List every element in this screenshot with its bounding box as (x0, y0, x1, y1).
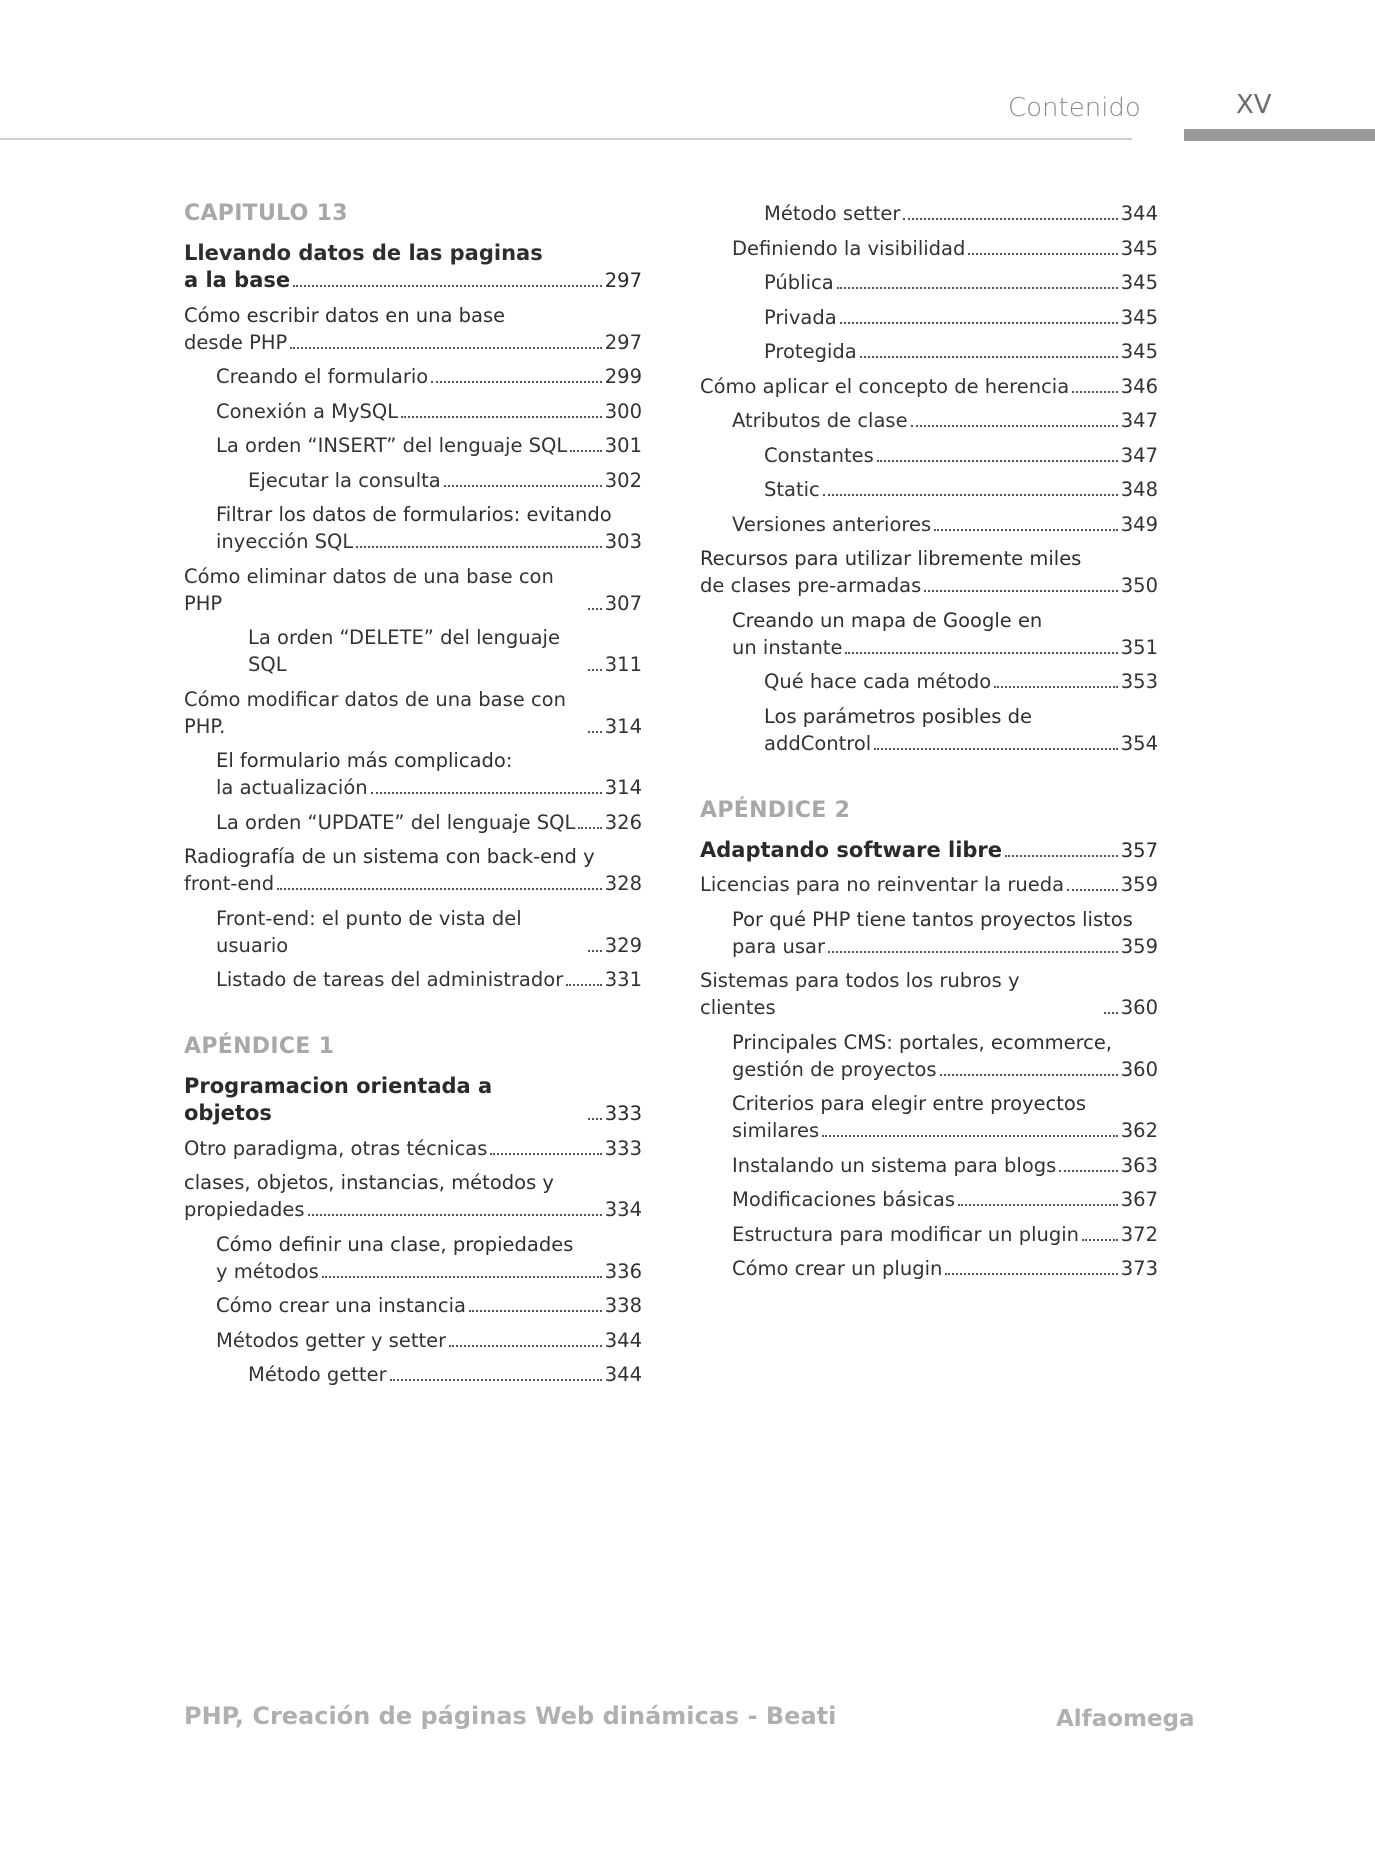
toc-entry (184, 432, 642, 459)
leader-dots (356, 546, 602, 548)
toc-entry (184, 1292, 642, 1319)
toc-entry-text: Modificaciones básicas (732, 1188, 956, 1211)
toc-entry-text: Adaptando software libre (700, 837, 1003, 862)
toc-entry-text: El formulario más complicado: (216, 749, 513, 772)
toc-entry (700, 442, 1158, 469)
running-header-section: Contenido (1008, 93, 1141, 123)
toc-page-number: 333 (604, 1102, 642, 1125)
toc-entry (700, 1221, 1158, 1248)
toc-page-number: 373 (1120, 1257, 1158, 1280)
toc-page-number: 360 (1120, 996, 1158, 1019)
toc-page-number: 307 (604, 591, 642, 615)
toc-page-number: 334 (604, 1198, 642, 1221)
toc-page-number: 344 (604, 1363, 642, 1386)
leader-dots (588, 1118, 602, 1120)
toc-page-number: 353 (1120, 670, 1158, 693)
leader-dots (322, 1276, 602, 1278)
toc-entry-text: Ejecutar la consulta (248, 468, 441, 492)
toc-entry (184, 363, 642, 390)
toc-entry-text: Por qué PHP tiene tantos proyectos listos (732, 907, 1133, 931)
toc-entry-text: Método setter (764, 202, 901, 225)
toc-entry-text: Atributos de clase (732, 409, 908, 432)
leader-dots (1005, 855, 1118, 857)
toc-entry-text: gestión de proyectos (732, 1057, 937, 1081)
toc-entry-text: Licencias para no reinventar la rueda (700, 873, 1065, 896)
toc-entry-text: Front-end: el punto de vista del usuario (216, 906, 522, 957)
toc-page-number: 311 (604, 653, 642, 676)
toc-entry-text: Cómo aplicar el concepto de herencia (700, 374, 1070, 398)
leader-dots (1072, 391, 1118, 393)
toc-entry (184, 1361, 642, 1388)
toc-page-number: 357 (1120, 838, 1158, 862)
toc-page-number: 314 (604, 714, 642, 738)
toc-page-number: 297 (604, 330, 642, 354)
leader-dots (490, 1153, 601, 1155)
toc-entry (700, 668, 1158, 695)
toc-entry-text: Privada (764, 305, 837, 329)
toc-entry-text: Criterios para elegir entre proyectos (732, 1092, 1087, 1115)
toc-page-number: 314 (604, 776, 642, 799)
toc-entry (184, 809, 642, 836)
toc-entry (700, 967, 1158, 1021)
leader-dots (290, 347, 601, 349)
toc-page-number: 329 (604, 933, 642, 957)
toc-entry (184, 501, 642, 555)
toc-entry-text: desde PHP (184, 330, 288, 354)
toc-entry (700, 269, 1158, 296)
toc-entry (700, 407, 1158, 434)
leader-dots (431, 381, 602, 383)
toc-entry-text: Cómo escribir datos en una base (184, 303, 506, 327)
toc-entry-text: Pública (764, 271, 834, 294)
toc-page-number: 326 (604, 810, 642, 834)
toc-entry-text: Los parámetros posibles de (764, 704, 1033, 728)
leader-dots (968, 253, 1117, 255)
toc-entry (700, 1255, 1158, 1282)
toc-page-number: 333 (604, 1136, 642, 1160)
toc-entry-text: La orden “DELETE” del lenguaje SQL (248, 626, 560, 676)
toc-page-number: 345 (1120, 271, 1158, 294)
toc-entry-text: Cómo eliminar datos de una base con PHP (184, 564, 554, 615)
header-bar (1184, 129, 1375, 141)
toc-entry-text: de clases pre-armadas (700, 574, 922, 597)
toc-entry (184, 1135, 642, 1162)
toc-entry-text: clases, objetos, instancias, métodos y (184, 1171, 554, 1194)
leader-dots (822, 1135, 1118, 1137)
toc-entry (700, 200, 1158, 227)
leader-dots (958, 1204, 1118, 1206)
toc-section-heading: APÉNDICE 2 (700, 797, 851, 823)
leader-dots (588, 669, 602, 671)
toc-page-number: 346 (1120, 374, 1158, 398)
toc-page-number: 349 (1120, 512, 1158, 536)
toc-entry-text: inyección SQL (216, 530, 354, 553)
toc-entry-text: La orden “UPDATE” del lenguaje SQL (216, 810, 576, 834)
toc-page-number: 336 (604, 1259, 642, 1283)
toc-entry-text: Cómo crear una instancia (216, 1294, 466, 1317)
toc-page-number: 297 (604, 269, 642, 292)
toc-page-number: 360 (1120, 1057, 1158, 1081)
leader-dots (1104, 1012, 1118, 1014)
leader-dots (449, 1345, 602, 1347)
toc-entry-text: Static (764, 478, 820, 501)
leader-dots (837, 287, 1118, 289)
toc-entry-text: Protegida (764, 340, 857, 363)
toc-page-number: 331 (604, 968, 642, 991)
toc-entry-text: Recursos para utilizar libremente miles (700, 547, 1082, 570)
leader-dots (940, 1074, 1118, 1076)
leader-dots (566, 984, 602, 986)
toc-entry-text: Sistemas para todos los rubros y clientes (700, 969, 1020, 1019)
toc-entry-text: para usar (732, 934, 825, 958)
leader-dots (994, 686, 1118, 688)
toc-entry (700, 338, 1158, 365)
toc-entry (700, 1090, 1158, 1144)
toc-entry-text: Programacion orientada a objetos (184, 1074, 493, 1125)
leader-dots (840, 322, 1118, 324)
toc-page-number: 348 (1120, 478, 1158, 501)
toc-page-number: 345 (1120, 305, 1158, 329)
toc-entry (184, 966, 642, 993)
toc-page-number: 345 (1120, 340, 1158, 363)
toc-page-number: 301 (604, 434, 642, 457)
leader-dots (823, 494, 1118, 496)
leader-dots (578, 827, 601, 829)
toc-entry-text: Constantes (764, 443, 874, 467)
toc-entry-text: Cómo modificar datos de una base con PHP. (184, 687, 566, 738)
leader-dots (570, 450, 602, 452)
leader-dots (588, 608, 602, 610)
toc-entry-text: Radiografía de un sistema con back-end y (184, 845, 595, 868)
footer-publisher: Alfaomega (1056, 1706, 1195, 1732)
toc-entry (700, 1029, 1158, 1083)
page-number: XV (1236, 90, 1272, 120)
toc-entry (700, 1186, 1158, 1213)
toc-entry-text: Método getter (248, 1363, 387, 1386)
toc-entry (184, 843, 642, 897)
toc-page-number: 347 (1120, 409, 1158, 432)
toc-entry (184, 624, 642, 678)
toc-page-number: 299 (604, 365, 642, 388)
leader-dots (1067, 889, 1118, 891)
toc-entry (184, 302, 642, 356)
toc-entry (184, 563, 642, 617)
header-rule (0, 138, 1132, 140)
leader-dots (1059, 1170, 1117, 1172)
toc-entry-text: Definiendo la visibilidad (732, 236, 966, 260)
toc-entry (184, 1327, 642, 1354)
leader-dots (934, 529, 1118, 531)
toc-page-number: 367 (1120, 1188, 1158, 1211)
toc-section-heading: APÉNDICE 1 (184, 1034, 335, 1059)
toc-entry (184, 1169, 642, 1223)
toc-page-number: 303 (604, 530, 642, 553)
toc-entry (184, 467, 642, 494)
toc-entry-text: Conexión a MySQL (216, 399, 399, 423)
leader-dots (469, 1310, 602, 1312)
toc-entry-text: y métodos (216, 1259, 319, 1283)
leader-dots (308, 1214, 602, 1216)
leader-dots (390, 1379, 602, 1381)
leader-dots (277, 888, 602, 890)
leader-dots (903, 218, 1117, 220)
toc-page-number: 372 (1120, 1222, 1158, 1246)
toc-entry (700, 373, 1158, 400)
toc-entry-text: Creando el formulario (216, 365, 429, 388)
toc-page-number: 350 (1120, 574, 1158, 597)
toc-entry-text: Cómo definir una clase, propiedades (216, 1232, 574, 1256)
leader-dots (401, 416, 602, 418)
toc-page-number: 362 (1120, 1119, 1158, 1142)
leader-dots (444, 485, 602, 487)
toc-right-column (700, 200, 1158, 1290)
toc-entry-text: a la base (184, 268, 291, 292)
toc-entry-text: Cómo crear un plugin (732, 1257, 943, 1280)
toc-entry-text: un instante (732, 635, 843, 659)
toc-page-number: 328 (604, 872, 642, 895)
toc-entry (700, 871, 1158, 898)
toc-entry (700, 906, 1158, 960)
toc-entry-text: Otro paradigma, otras técnicas (184, 1136, 488, 1160)
toc-entry (700, 304, 1158, 331)
toc-page-number: 338 (604, 1294, 642, 1317)
leader-dots (860, 356, 1118, 358)
toc-entry (184, 905, 642, 959)
toc-entry-text: front-end (184, 872, 275, 895)
toc-page-number: 363 (1120, 1153, 1158, 1177)
toc-entry-text: Creando un mapa de Google en (732, 608, 1043, 632)
toc-entry-text: Filtrar los datos de formularios: evitando (216, 503, 612, 526)
toc-entry-text: similares (732, 1119, 820, 1142)
leader-dots (293, 285, 602, 287)
toc-entry (700, 1152, 1158, 1179)
leader-dots (874, 748, 1118, 750)
toc-entry-text: Llevando datos de las paginas (184, 241, 543, 265)
leader-dots (877, 460, 1118, 462)
toc-entry-text: la actualización (216, 776, 368, 799)
toc-entry-text: La orden “INSERT” del lenguaje SQL (216, 434, 568, 457)
toc-chapter-entry (184, 1073, 642, 1127)
toc-entry-text: Listado de tareas del administrador (216, 968, 564, 991)
toc-page-number: 354 (1120, 731, 1158, 755)
toc-entry (700, 607, 1158, 661)
toc-page-number: 345 (1120, 236, 1158, 260)
toc-page-number: 300 (604, 399, 642, 423)
toc-entry-text: Métodos getter y setter (216, 1328, 447, 1352)
leader-dots (371, 792, 602, 794)
toc-entry-text: propiedades (184, 1198, 305, 1221)
toc-entry (700, 235, 1158, 262)
toc-page-number: 302 (604, 468, 642, 492)
leader-dots (588, 731, 602, 733)
leader-dots (828, 951, 1118, 953)
leader-dots (588, 950, 602, 952)
toc-chapter-entry (184, 240, 642, 294)
toc-page-number: 347 (1120, 443, 1158, 467)
toc-page-number: 359 (1120, 934, 1158, 958)
toc-left-column (184, 200, 642, 1396)
toc-entry-text: addControl (764, 731, 872, 755)
toc-entry (184, 747, 642, 801)
toc-entry (184, 398, 642, 425)
leader-dots (845, 652, 1117, 654)
leader-dots (911, 425, 1118, 427)
toc-entry (184, 1231, 642, 1285)
toc-entry (700, 703, 1158, 757)
toc-entry-text: Instalando un sistema para blogs (732, 1153, 1057, 1177)
toc-entry (184, 686, 642, 740)
toc-entry-text: Principales CMS: portales, ecommerce, (732, 1030, 1113, 1054)
leader-dots (945, 1273, 1117, 1275)
toc-chapter-entry (700, 837, 1158, 864)
toc-section-heading: CAPITULO 13 (184, 201, 348, 226)
toc-page-number: 359 (1120, 873, 1158, 896)
toc-page-number: 344 (604, 1328, 642, 1352)
toc-page-number: 351 (1120, 635, 1158, 659)
toc-entry-text: Estructura para modificar un plugin (732, 1222, 1080, 1246)
toc-entry (700, 476, 1158, 503)
toc-entry-text: Qué hace cada método (764, 670, 992, 693)
footer-book-title: PHP, Creación de páginas Web dinámicas - Beati (184, 1702, 837, 1730)
toc-entry-text: Versiones anteriores (732, 512, 932, 536)
leader-dots (1082, 1239, 1118, 1241)
leader-dots (924, 590, 1118, 592)
toc-page-number: 344 (1120, 202, 1158, 225)
toc-entry (700, 511, 1158, 538)
toc-entry (700, 545, 1158, 599)
